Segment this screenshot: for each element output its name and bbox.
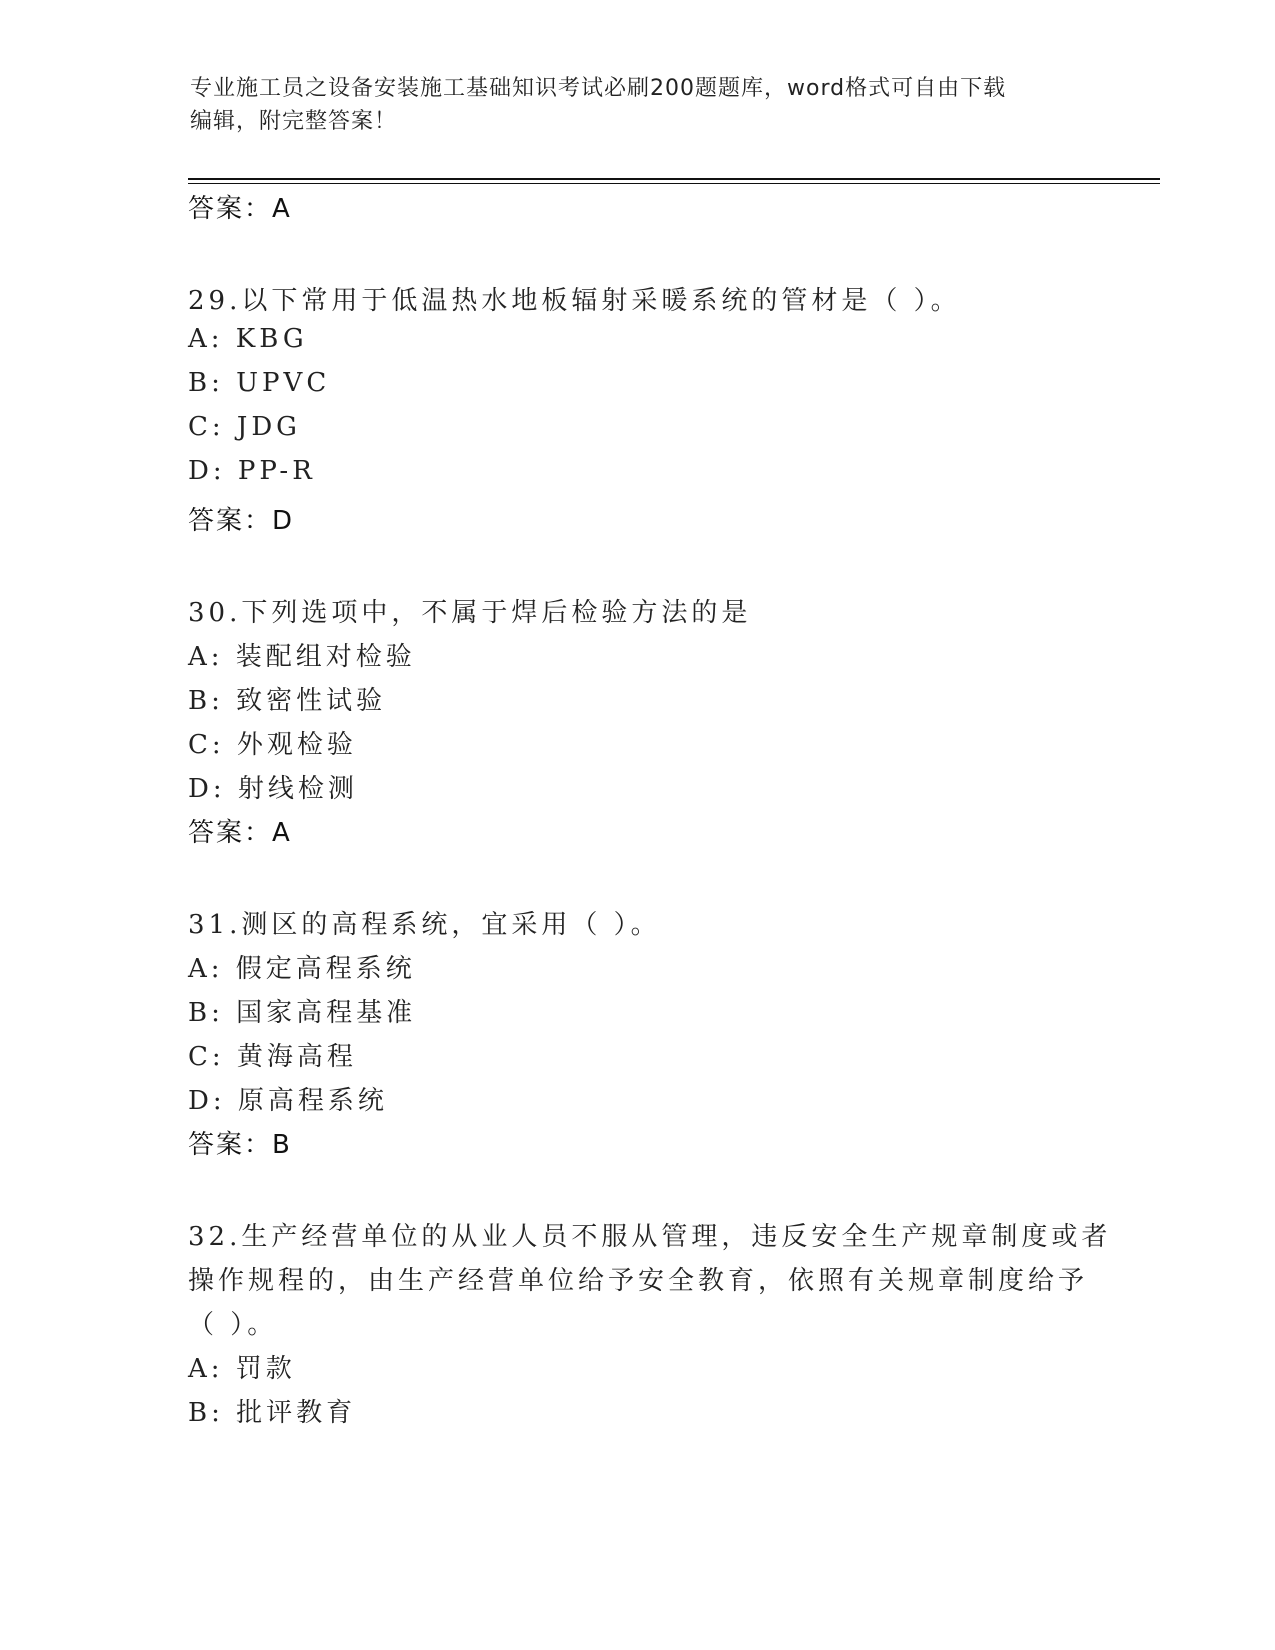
option-a: A: 罚款: [188, 1354, 296, 1384]
header-line-1: 专业施工员之设备安装施工基础知识考试必刷200题题库，word格式可自由下载: [190, 76, 1007, 101]
question-stem: 29.以下常用于低温热水地板辐射采暖系统的管材是（ ）。: [188, 286, 961, 316]
option-b: B: UPVC: [188, 368, 331, 398]
option-c: C: JDG: [188, 412, 301, 442]
option-a: A: 装配组对检验: [188, 642, 416, 672]
option-a: A: 假定高程系统: [188, 954, 416, 984]
option-d: D: 射线检测: [188, 774, 358, 804]
answer-line: 答案：A: [188, 818, 292, 848]
header-rule-thick: [188, 178, 1160, 180]
option-d: D: 原高程系统: [188, 1086, 388, 1116]
question-stem: 31.测区的高程系统，宜采用（ ）。: [188, 910, 661, 940]
question-stem-line-2: 操作规程的，由生产经营单位给予安全教育，依照有关规章制度给予: [188, 1266, 1089, 1296]
answer-line: 答案：A: [188, 194, 292, 224]
answer-line: 答案：B: [188, 1130, 292, 1160]
option-b: B: 致密性试验: [188, 686, 387, 716]
question-stem-line-3: （ ）。: [188, 1310, 278, 1340]
header-line-2: 编辑，附完整答案！: [190, 109, 398, 134]
answer-line: 答案：D: [188, 506, 295, 536]
document-header: [190, 72, 1070, 138]
option-c: C: 外观检验: [188, 730, 357, 760]
header-rule-thin: [188, 183, 1160, 184]
option-b: B: 批评教育: [188, 1398, 357, 1428]
option-a: A: KBG: [188, 324, 308, 354]
option-d: D: PP-R: [188, 456, 316, 486]
question-stem-line-1: 32.生产经营单位的从业人员不服从管理，违反安全生产规章制度或者: [188, 1222, 1112, 1252]
option-b: B: 国家高程基准: [188, 998, 417, 1028]
option-c: C: 黄海高程: [188, 1042, 357, 1072]
question-stem: 30.下列选项中，不属于焊后检验方法的是: [188, 598, 752, 628]
